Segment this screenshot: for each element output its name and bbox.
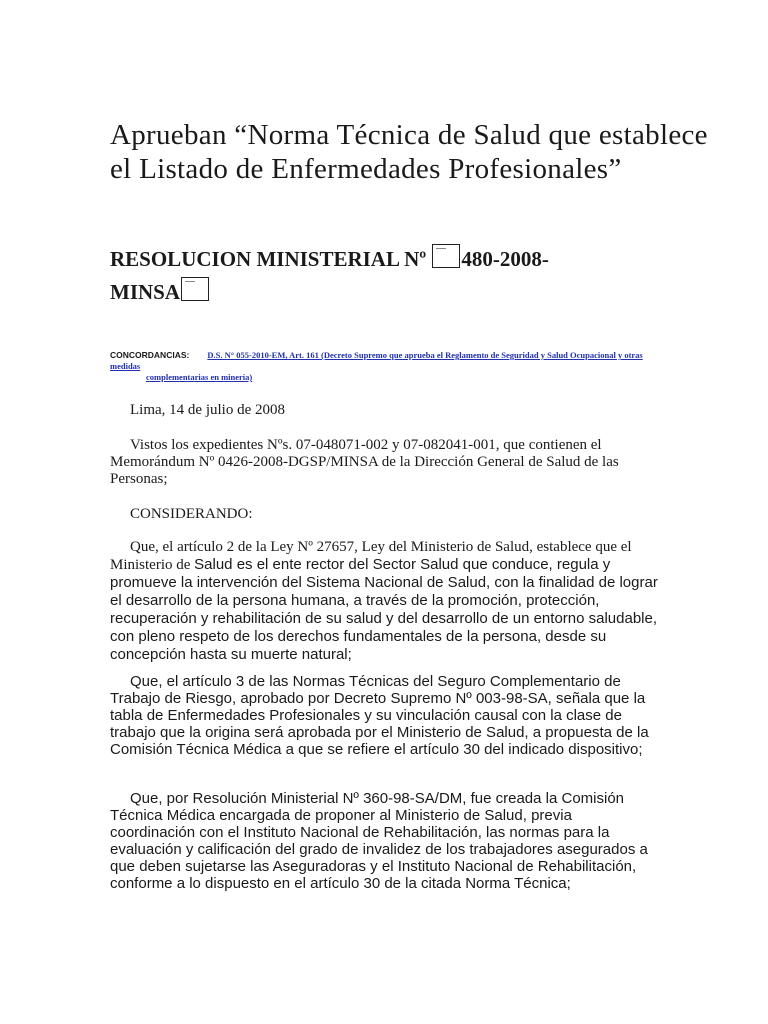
paragraph-2-text: Que, el artículo 3 de las Normas Técnicas del Seguro Complementario de Trabajo de Riesgo, aprobado por Decreto Supremo Nº 003-98-SA, señala que la tabla de Enfermedades Profesionales y su vinculación causal con la clase de trabajo que la origina será aprobada por el Ministerio de Salud, a propuesta de la Comisión Técnica Médica a que se refiere el artículo 30 del indicado dispositivo; bbox=[110, 673, 649, 758]
concordancias-label: CONCORDANCIAS: bbox=[110, 350, 190, 360]
vistos-paragraph bbox=[110, 437, 658, 488]
document-title: Aprueban “Norma Técnica de Salud que establece el Listado de Enfermedades Profesionales” bbox=[110, 119, 708, 185]
resolution-heading bbox=[110, 243, 670, 309]
concordancia-link-line2: complementarias en minería) bbox=[146, 372, 253, 382]
considerando-text: CONSIDERANDO: bbox=[130, 506, 253, 522]
paragraph-1 bbox=[110, 539, 658, 664]
paragraph-1-sans: Salud es el ente rector del Sector Salud que conduce, regula y promueve la intervención del Sistema Nacional de Salud, con la finalidad de lograr el desarrollo de la persona humana, a través de la promoción, protección, recuperación y rehabilitación de su salud y del desarrollo de un entorno saludable, con pleno respeto de los derechos fundamentales de la persona, desde su concepción hasta su muerte natural; bbox=[110, 556, 658, 663]
resolution-text-1: RESOLUCION MINISTERIAL Nº bbox=[110, 247, 432, 271]
date-text: Lima, 14 de julio de 2008 bbox=[130, 402, 285, 418]
paragraph-3 bbox=[110, 790, 658, 892]
concordancias-block bbox=[110, 350, 650, 383]
paragraph-3-text: Que, por Resolución Ministerial Nº 360-98-SA/DM, fue creada la Comisión Técnica Médica encargada de proponer al Ministerio de Salud, previa coordinación con el Instituto Nacional de Rehabilitación, las normas para la evaluación y calificación del grado de invalidez de los trabajadores asegurados a que deben sujetarse las Aseguradoras y el Instituto Nacional de Rehabilitación, conforme a lo dispuesto en el artículo 30 de la citada Norma Técnica; bbox=[110, 790, 648, 892]
resolution-text-3: MINSA bbox=[110, 280, 181, 304]
concordancia-link-line1: D.S. N° 055-2010-EM, Art. 161 (Decreto Supremo que aprueba el Reglamento de Seguridad y Salud Ocupacional y otras medidas bbox=[110, 350, 643, 371]
paragraph-1-serif: Que, el artículo 2 de la Ley Nº 27657, Ley del Ministerio de Salud, establece que el Ministerio de bbox=[110, 539, 632, 573]
embedded-object-icon bbox=[432, 244, 460, 268]
document-date bbox=[110, 402, 658, 419]
considerando-heading bbox=[110, 506, 658, 523]
concordancia-link[interactable] bbox=[110, 350, 650, 383]
paragraph-2 bbox=[110, 673, 658, 758]
vistos-text: Vistos los expedientes Nºs. 07-048071-002 y 07-082041-001, que contienen el Memorándum Nº 0426-2008-DGSP/MINSA de la Dirección General de Salud de las Personas; bbox=[110, 437, 619, 487]
resolution-text-2: 480-2008- bbox=[461, 247, 549, 271]
embedded-object-icon bbox=[181, 277, 209, 301]
